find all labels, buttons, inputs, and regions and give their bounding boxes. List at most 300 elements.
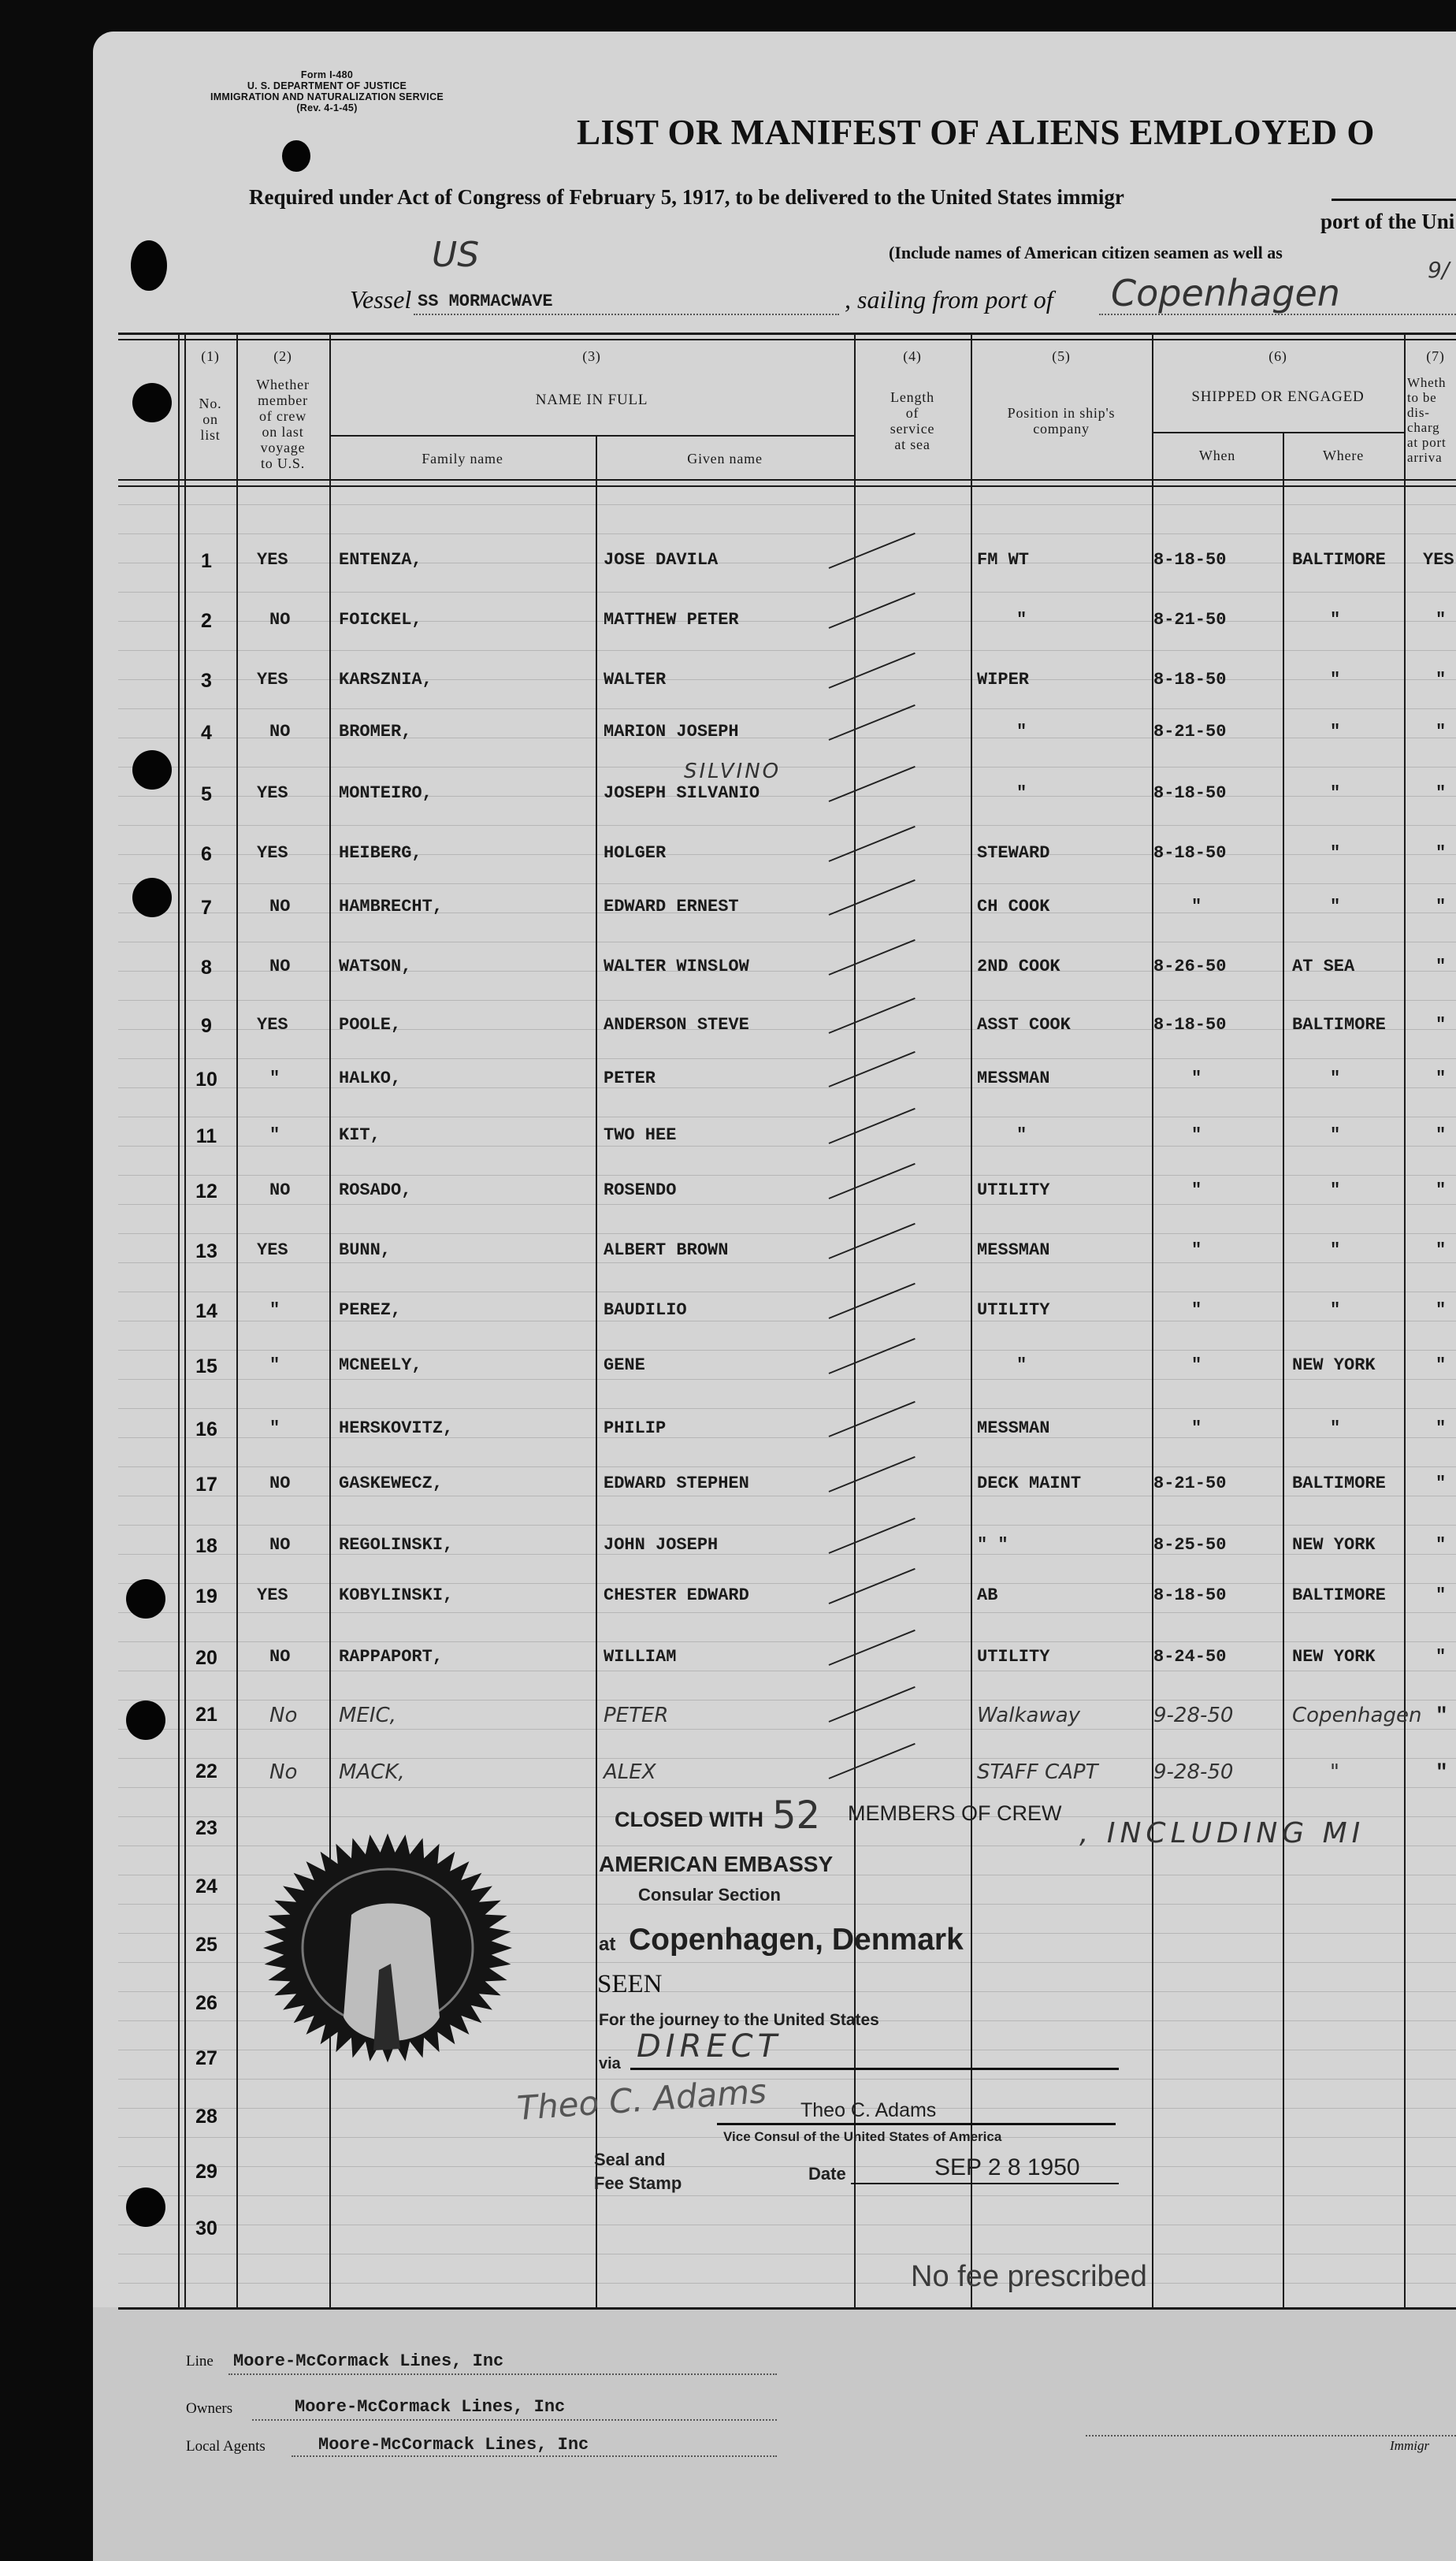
include-note: (Include names of American citizen seamen as well as — [889, 243, 1283, 262]
column-rule — [178, 333, 180, 2307]
shipped-subheader-rule — [1152, 432, 1404, 433]
position-cell: " " — [977, 1535, 1008, 1555]
col4-number: (4) — [903, 348, 922, 364]
ruled-line — [118, 1058, 1456, 1059]
given-name-cell: MATTHEW PETER — [604, 610, 739, 630]
punch-hole — [132, 750, 172, 790]
ruled-line — [118, 1262, 1456, 1263]
discharge-cell: " — [1436, 1535, 1447, 1555]
given-name-cell: HOLGER — [604, 843, 667, 863]
prior-voyage-cell: " — [269, 1355, 280, 1375]
row-number: 27 — [195, 2047, 217, 2069]
prior-voyage-cell: NO — [269, 610, 291, 630]
discharge-cell: " — [1436, 783, 1447, 803]
vessel-name: SS MORMACWAVE — [418, 292, 553, 311]
column-rule — [1283, 432, 1284, 2307]
shipped-when-cell: 8-21-50 — [1153, 1474, 1227, 1493]
shipped-where-cell: BALTIMORE — [1292, 1474, 1386, 1493]
row-number: 22 — [195, 1760, 217, 1782]
embassy-city: Copenhagen, Denmark — [629, 1923, 964, 1957]
given-name-cell: JOSE DAVILA — [604, 550, 719, 570]
shipped-when-cell: 8-25-50 — [1153, 1535, 1227, 1555]
col6-number: (6) — [1268, 348, 1287, 364]
row-number: 20 — [195, 1647, 217, 1669]
ruled-line — [118, 2283, 1456, 2284]
owners-value: Moore-McCormack Lines, Inc — [295, 2397, 566, 2417]
seen-label: SEEN — [597, 1970, 663, 1998]
prior-voyage-cell: NO — [269, 897, 291, 916]
col5-heading-line: Position in ship's — [1007, 405, 1116, 421]
discharge-cell: " — [1436, 610, 1447, 630]
family-name-cell: PEREZ, — [339, 1300, 402, 1320]
row-number: 12 — [195, 1180, 217, 1202]
ruled-line — [118, 1233, 1456, 1234]
prior-voyage-cell: No — [269, 1760, 298, 1784]
date-underline — [851, 2183, 1119, 2184]
given-name-correction: SILVINO — [684, 760, 782, 783]
prior-voyage-cell: YES — [257, 1585, 288, 1605]
closed-with-count: 52 — [772, 1793, 821, 1838]
ruled-line — [118, 1641, 1456, 1642]
ruled-line — [118, 1000, 1456, 1001]
row-number: 15 — [195, 1355, 217, 1377]
line-value: Moore-McCormack Lines, Inc — [233, 2351, 504, 2371]
given-name-cell: MARION JOSEPH — [604, 722, 739, 742]
local-agents-underline — [292, 2455, 777, 2457]
col4-heading-line: Length — [890, 389, 934, 405]
prior-voyage-cell: NO — [269, 1535, 291, 1555]
col7-heading-line: dis- — [1407, 405, 1430, 420]
column-rule — [971, 333, 972, 2307]
shipped-when-cell: 8-21-50 — [1153, 722, 1227, 742]
col7-heading — [1407, 375, 1456, 465]
punch-hole — [131, 240, 167, 291]
row-number: 19 — [195, 1585, 217, 1608]
no-fee-stamp: No fee prescribed — [911, 2260, 1147, 2293]
shipped-when-cell: " — [1191, 1180, 1202, 1200]
family-name-cell: MONTEIRO, — [339, 783, 433, 803]
ruled-line — [118, 854, 1456, 855]
discharge-cell: " — [1436, 1180, 1447, 1200]
given-name-cell: PHILIP — [604, 1418, 667, 1438]
footer-band — [93, 2307, 1456, 2561]
statute-line-2: port of the Uni — [1320, 210, 1455, 233]
family-name-cell: RAPPAPORT, — [339, 1647, 444, 1667]
discharge-cell: YES — [1423, 550, 1454, 570]
family-name-cell: HALKO, — [339, 1069, 402, 1088]
col7-heading-line: Wheth — [1407, 375, 1447, 390]
position-cell: DECK MAINT — [977, 1474, 1082, 1493]
ruled-line — [118, 1437, 1456, 1438]
punch-hole — [126, 2187, 165, 2227]
given-name-cell: ANDERSON STEVE — [604, 1015, 749, 1035]
where-heading: Where — [1323, 448, 1364, 463]
discharge-cell: " — [1436, 670, 1447, 690]
family-name-cell: GASKEWECZ, — [339, 1474, 444, 1493]
given-name-cell: ALEX — [604, 1760, 656, 1784]
shipped-when-cell: 9-28-50 — [1153, 1760, 1234, 1784]
prior-voyage-cell: NO — [269, 957, 291, 976]
position-cell: UTILITY — [977, 1300, 1050, 1320]
position-cell: " — [1016, 783, 1027, 803]
discharge-cell: " — [1436, 843, 1447, 863]
prior-voyage-cell: NO — [269, 1180, 291, 1200]
shipped-where-cell: " — [1330, 1125, 1341, 1145]
consul-name: Theo C. Adams — [800, 2099, 937, 2121]
position-cell: MESSMAN — [977, 1418, 1050, 1438]
sailing-label: , sailing from port of — [845, 285, 1053, 314]
family-name-cell: FOICKEL, — [339, 610, 422, 630]
row-number: 23 — [195, 1817, 217, 1839]
row-number: 1 — [201, 550, 212, 572]
family-name-cell: WATSON, — [339, 957, 412, 976]
family-name-cell: ENTENZA, — [339, 550, 422, 570]
family-name-cell: MEIC, — [339, 1704, 396, 1727]
row-number: 26 — [195, 1992, 217, 2014]
row-number: 11 — [195, 1125, 217, 1147]
position-cell: MESSMAN — [977, 1069, 1050, 1088]
family-name-cell: POOLE, — [339, 1015, 402, 1035]
vessel-underline — [414, 314, 839, 315]
col2-heading-line: Whether — [256, 377, 310, 392]
shipped-when-cell: 8-24-50 — [1153, 1647, 1227, 1667]
shipped-when-cell: 8-18-50 — [1153, 783, 1227, 803]
shipped-when-cell: " — [1191, 1355, 1202, 1375]
when-heading: When — [1198, 448, 1236, 463]
ruled-line — [118, 2108, 1456, 2109]
given-name-cell: ROSENDO — [604, 1180, 677, 1200]
col1-heading-line: No. — [199, 396, 222, 411]
row-number: 14 — [195, 1300, 217, 1322]
col4-heading-line: of — [905, 405, 919, 421]
row-number: 2 — [201, 610, 212, 632]
row-number: 28 — [195, 2106, 217, 2128]
shipped-where-cell: " — [1330, 1069, 1341, 1088]
owners-label: Owners — [186, 2400, 233, 2417]
shipped-where-cell: " — [1330, 1180, 1341, 1200]
family-name-cell: MCNEELY, — [339, 1355, 422, 1375]
handwritten-date-mark: 9/ — [1428, 257, 1450, 283]
col3-number: (3) — [582, 348, 601, 364]
position-cell: Walkaway — [977, 1704, 1081, 1727]
col7-heading-line: charg — [1407, 420, 1440, 435]
prior-voyage-cell: No — [269, 1704, 298, 1727]
ruled-line — [118, 883, 1456, 884]
discharge-cell: " — [1436, 1125, 1447, 1145]
position-cell: " — [1016, 1355, 1027, 1375]
prior-voyage-cell: " — [269, 1300, 280, 1320]
embassy-seal — [233, 1820, 548, 2080]
prior-voyage-cell: " — [269, 1069, 280, 1088]
ruled-line — [118, 533, 1456, 534]
discharge-cell: " — [1436, 1069, 1447, 1088]
position-cell: WIPER — [977, 670, 1030, 690]
punch-hole — [126, 1701, 165, 1740]
ruled-line — [118, 1554, 1456, 1555]
family-name-cell: KOBYLINSKI, — [339, 1585, 454, 1605]
col7-heading-line: at port — [1407, 435, 1447, 450]
col2-heading-line: to U.S. — [260, 455, 306, 471]
col5-heading-line: company — [1033, 421, 1090, 437]
family-name-cell: ROSADO, — [339, 1180, 412, 1200]
prior-voyage-cell: YES — [257, 670, 288, 690]
given-name-cell: PETER — [604, 1069, 656, 1088]
table-top-border — [118, 333, 1456, 335]
prior-voyage-cell: YES — [257, 1015, 288, 1035]
shipped-where-cell: AT SEA — [1292, 957, 1355, 976]
given-name-cell: JOHN JOSEPH — [604, 1535, 719, 1555]
family-name-cell: MACK, — [339, 1760, 405, 1784]
shipped-when-cell: 8-26-50 — [1153, 957, 1227, 976]
shipped-where-cell: " — [1330, 1418, 1341, 1438]
ruled-line — [118, 621, 1456, 622]
prior-voyage-cell: YES — [257, 1240, 288, 1260]
row-number: 4 — [201, 722, 212, 744]
col1-heading — [184, 396, 236, 443]
ruled-line — [118, 767, 1456, 768]
shipped-when-cell: 8-21-50 — [1153, 610, 1227, 630]
given-name-cell: WILLIAM — [604, 1647, 677, 1667]
col5-heading — [971, 405, 1152, 437]
ruled-line — [118, 1729, 1456, 1730]
position-cell: AB — [977, 1585, 998, 1605]
owners-underline — [252, 2419, 777, 2421]
col1-heading-line: on — [202, 411, 218, 427]
col2-heading-line: member — [258, 392, 308, 408]
at-label: at — [599, 1934, 616, 1955]
col7-heading-line: to be — [1407, 390, 1437, 405]
shipped-when-cell: 8-18-50 — [1153, 670, 1227, 690]
prior-voyage-cell: " — [269, 1418, 280, 1438]
ruled-line — [118, 1612, 1456, 1613]
shipped-when-cell: 8-18-50 — [1153, 1015, 1227, 1035]
prior-voyage-cell: NO — [269, 722, 291, 742]
row-number: 3 — [201, 670, 212, 692]
family-name-heading: Family name — [422, 451, 503, 466]
given-name-cell: WALTER — [604, 670, 667, 690]
fee-stamp-label: Fee Stamp — [594, 2173, 682, 2193]
form-id-line: U. S. DEPARTMENT OF JUSTICE — [247, 80, 407, 91]
punch-hole — [126, 1579, 165, 1619]
row-number: 18 — [195, 1535, 217, 1557]
given-name-cell: ALBERT BROWN — [604, 1240, 729, 1260]
position-cell: 2ND COOK — [977, 957, 1060, 976]
table-top-border-inner — [118, 339, 1456, 340]
shipped-where-cell: " — [1330, 783, 1341, 803]
position-cell: " — [1016, 1125, 1027, 1145]
ruled-line — [118, 592, 1456, 593]
shipped-where-cell: " — [1330, 897, 1341, 916]
shipped-when-cell: " — [1191, 1069, 1202, 1088]
ruled-line — [118, 2195, 1456, 2196]
shipped-where-cell: BALTIMORE — [1292, 1585, 1386, 1605]
given-name-cell: GENE — [604, 1355, 645, 1375]
including-note: , INCLUDING MI — [1079, 1817, 1365, 1849]
family-name-cell: HEIBERG, — [339, 843, 422, 863]
position-cell: " — [1016, 610, 1027, 630]
col7-number: (7) — [1426, 348, 1445, 364]
given-name-cell: EDWARD STEPHEN — [604, 1474, 749, 1493]
position-cell: " — [1016, 722, 1027, 742]
table-bottom-border — [118, 2307, 1456, 2310]
punch-hole — [132, 878, 172, 917]
discharge-cell: " — [1436, 1647, 1447, 1667]
col4-heading-line: at sea — [894, 437, 930, 452]
punch-hole — [282, 140, 310, 172]
col2-number: (2) — [273, 348, 292, 364]
discharge-cell: " — [1436, 1355, 1447, 1375]
given-name-cell: CHESTER EDWARD — [604, 1585, 749, 1605]
shipped-when-cell: 9-28-50 — [1153, 1704, 1234, 1727]
endorsement-date: SEP 2 8 1950 — [934, 2154, 1080, 2180]
row-number: 21 — [195, 1704, 217, 1726]
position-cell: ASST COOK — [977, 1015, 1071, 1035]
col5-number: (5) — [1052, 348, 1071, 364]
name-subheader-rule — [329, 435, 856, 437]
col3-heading: NAME IN FULL — [535, 392, 648, 408]
ruled-line — [118, 1029, 1456, 1030]
prior-voyage-cell: NO — [269, 1474, 291, 1493]
via-label: via — [599, 2055, 621, 2072]
col1-heading-line: list — [200, 427, 221, 443]
form-identifier — [185, 69, 469, 113]
ruled-line — [118, 1525, 1456, 1526]
date-label: Date — [808, 2164, 846, 2184]
shipped-when-cell: " — [1191, 897, 1202, 916]
row-number: 29 — [195, 2161, 217, 2183]
given-name-cell: TWO HEE — [604, 1125, 677, 1145]
family-name-cell: HERSKOVITZ, — [339, 1418, 454, 1438]
given-name-heading: Given name — [687, 451, 763, 466]
shipped-when-cell: 8-18-50 — [1153, 550, 1227, 570]
title-underline — [1332, 199, 1456, 201]
statute-line: Required under Act of Congress of February 5, 1917, to be delivered to the United States immigr — [249, 185, 1124, 209]
discharge-cell: " — [1436, 1760, 1448, 1784]
ruled-line — [118, 825, 1456, 826]
shipped-where-cell: NEW YORK — [1292, 1647, 1376, 1667]
col7-heading-line: arriva — [1407, 450, 1443, 465]
row-number: 30 — [195, 2217, 217, 2239]
ruled-line — [118, 1787, 1456, 1788]
shipped-where-cell: " — [1330, 670, 1341, 690]
discharge-cell: " — [1436, 1015, 1447, 1035]
column-rule — [1404, 333, 1406, 2307]
shipped-when-cell: 8-18-50 — [1153, 1585, 1227, 1605]
family-name-cell: BROMER, — [339, 722, 412, 742]
ruled-line — [118, 1583, 1456, 1584]
row-number: 7 — [201, 897, 212, 919]
prior-voyage-cell: YES — [257, 783, 288, 803]
column-rule — [184, 333, 186, 2307]
ruled-line — [118, 1700, 1456, 1701]
ruled-line — [118, 504, 1456, 505]
col6-heading: SHIPPED OR ENGAGED — [1191, 388, 1365, 405]
ruled-line — [118, 971, 1456, 972]
discharge-cell: " — [1436, 1585, 1447, 1605]
consul-title: Vice Consul of the United States of America — [723, 2129, 1002, 2144]
family-name-cell: KIT, — [339, 1125, 381, 1145]
prior-voyage-cell: YES — [257, 550, 288, 570]
ruled-line — [118, 679, 1456, 680]
form-id-line: (Rev. 4-1-45) — [296, 102, 358, 113]
discharge-cell: " — [1436, 1418, 1447, 1438]
shipped-where-cell: NEW YORK — [1292, 1535, 1376, 1555]
shipped-where-cell: " — [1330, 610, 1341, 630]
ruled-line — [118, 1466, 1456, 1467]
given-name-cell: EDWARD ERNEST — [604, 897, 739, 916]
col4-heading-line: service — [890, 421, 935, 437]
immigration-label: Immigr — [1390, 2438, 1430, 2453]
col2-heading-line: on last — [262, 424, 304, 440]
ruled-line — [118, 1204, 1456, 1205]
port-of-departure: Copenhagen — [1111, 272, 1340, 314]
members-of-crew-label: MEMBERS OF CREW — [848, 1801, 1062, 1825]
shipped-where-cell: BALTIMORE — [1292, 550, 1386, 570]
discharge-cell: " — [1436, 1704, 1448, 1727]
local-agents-value: Moore-McCormack Lines, Inc — [318, 2435, 589, 2455]
shipped-where-cell: NEW YORK — [1292, 1355, 1376, 1375]
given-name-cell: PETER — [604, 1704, 669, 1727]
discharge-cell: " — [1436, 1300, 1447, 1320]
consul-signature: Theo C. Adams — [515, 2071, 768, 2128]
header-divider — [118, 479, 1456, 481]
shipped-where-cell: " — [1330, 1760, 1339, 1784]
via-value: DIRECT — [637, 2028, 782, 2065]
form-id-line: IMMIGRATION AND NATURALIZATION SERVICE — [210, 91, 444, 102]
consular-section: Consular Section — [638, 1885, 781, 1905]
ruled-line — [118, 1350, 1456, 1351]
shipped-when-cell: " — [1191, 1125, 1202, 1145]
row-number: 13 — [195, 1240, 217, 1262]
line-label: Line — [186, 2353, 214, 2370]
given-name-cell: BAUDILIO — [604, 1300, 687, 1320]
family-name-cell: KARSZNIA, — [339, 670, 433, 690]
ruled-line — [118, 1379, 1456, 1380]
shipped-when-cell: " — [1191, 1418, 1202, 1438]
prior-voyage-cell: YES — [257, 843, 288, 863]
row-number: 5 — [201, 783, 212, 805]
position-cell: MESSMAN — [977, 1240, 1050, 1260]
given-name-cell: WALTER WINSLOW — [604, 957, 749, 976]
row-number: 8 — [201, 957, 212, 979]
journey-text: For the journey to the United States — [599, 2011, 879, 2029]
ruled-line — [118, 1758, 1456, 1759]
local-agents-label: Local Agents — [186, 2438, 266, 2455]
prior-voyage-cell: NO — [269, 1647, 291, 1667]
form-id-line: Form I-480 — [300, 69, 354, 80]
punch-hole — [132, 383, 172, 422]
vessel-label: Vessel — [350, 285, 412, 314]
position-cell: CH COOK — [977, 897, 1050, 916]
line-underline — [228, 2373, 777, 2375]
discharge-cell: " — [1436, 1474, 1447, 1493]
shipped-where-cell: Copenhagen — [1292, 1704, 1422, 1727]
ruled-line — [118, 1146, 1456, 1147]
family-name-cell: BUNN, — [339, 1240, 392, 1260]
embassy-name: AMERICAN EMBASSY — [599, 1852, 834, 1876]
discharge-cell: " — [1436, 897, 1447, 916]
row-number: 10 — [195, 1069, 217, 1091]
col1-number: (1) — [201, 348, 220, 364]
prior-voyage-cell: " — [269, 1125, 280, 1145]
via-underline — [630, 2068, 1119, 2070]
header-divider-inner — [118, 485, 1456, 487]
immigration-underline — [1086, 2435, 1456, 2436]
col2-heading-line: voyage — [260, 440, 306, 455]
position-cell: UTILITY — [977, 1180, 1050, 1200]
column-rule — [596, 435, 597, 2307]
ruled-line — [118, 2166, 1456, 2167]
